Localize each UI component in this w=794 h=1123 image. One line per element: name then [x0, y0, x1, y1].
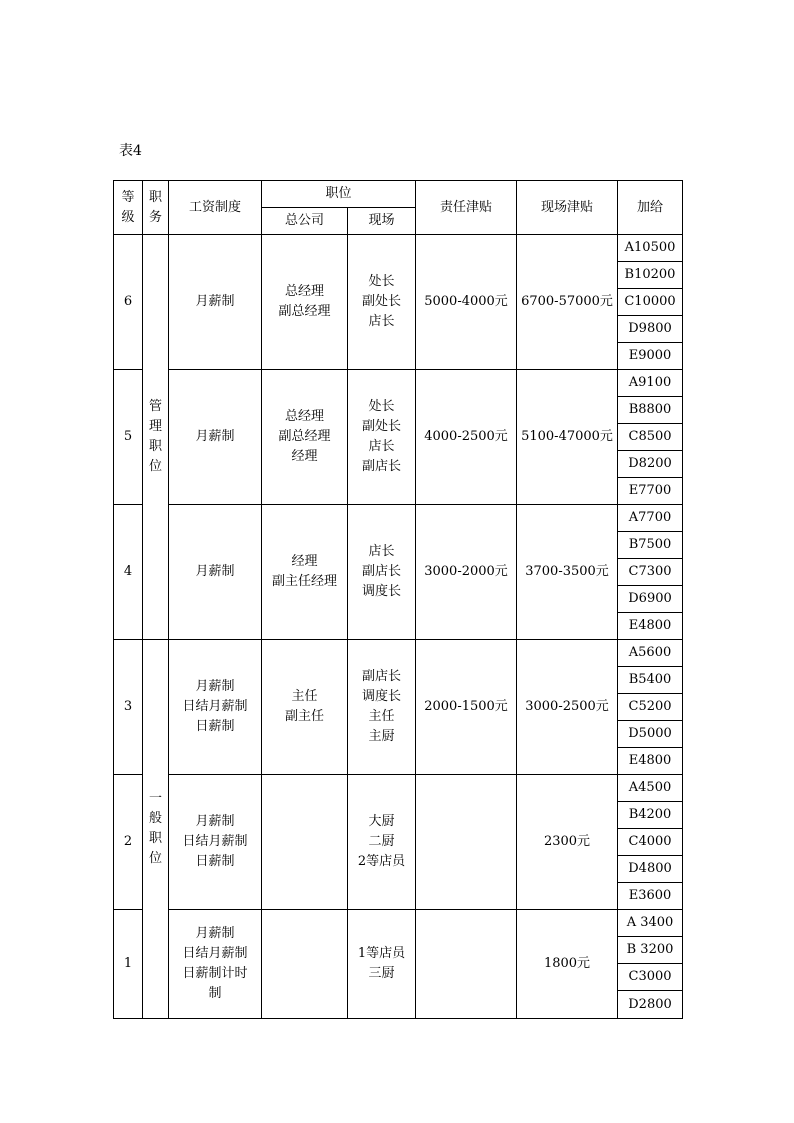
- cell-extra: C3000: [618, 964, 683, 991]
- cell-on-site: 处长 副处长 店长: [348, 235, 416, 370]
- cell-head-office: [262, 775, 348, 910]
- cell-head-office: 总经理 副总经理 经理: [262, 370, 348, 505]
- cell-extra: D6900: [618, 586, 683, 613]
- table-row: [114, 910, 683, 937]
- cell-on-site: 店长 副店长 调度长: [348, 505, 416, 640]
- cell-wage-system: 月薪制 日结月薪制 日薪制: [169, 775, 262, 910]
- cell-site-allowance: 1800元: [517, 910, 618, 1019]
- cell-extra: A9100: [618, 370, 683, 397]
- cell-extra: C5200: [618, 694, 683, 721]
- cell-on-site: 大厨 二厨 2等店员: [348, 775, 416, 910]
- header-duty: 职 务: [143, 181, 169, 235]
- cell-extra: B7500: [618, 532, 683, 559]
- cell-extra: C10000: [618, 289, 683, 316]
- cell-wage-system: 月薪制 日结月薪制 日薪制计时 制: [169, 910, 262, 1019]
- cell-responsibility-allowance: [416, 775, 517, 910]
- cell-extra: A7700: [618, 505, 683, 532]
- cell-responsibility-allowance: 4000-2500元: [416, 370, 517, 505]
- header-position: 职位: [262, 181, 416, 208]
- table-row: [114, 775, 683, 802]
- header-head-office: 总公司: [262, 208, 348, 235]
- header-on-site: 现场: [348, 208, 416, 235]
- cell-wage-system: 月薪制: [169, 370, 262, 505]
- cell-site-allowance: 2300元: [517, 775, 618, 910]
- header-extra: 加给: [618, 181, 683, 235]
- cell-extra: B10200: [618, 262, 683, 289]
- cell-extra: D2800: [618, 991, 683, 1019]
- cell-extra: B8800: [618, 397, 683, 424]
- cell-extra: A 3400: [618, 910, 683, 937]
- header-grade: 等 级: [114, 181, 143, 235]
- salary-table: [113, 180, 683, 1019]
- cell-responsibility-allowance: 3000-2000元: [416, 505, 517, 640]
- cell-extra: E7700: [618, 478, 683, 505]
- cell-extra: E9000: [618, 343, 683, 370]
- cell-extra: B 3200: [618, 937, 683, 964]
- header-site-allowance: 现场津贴: [517, 181, 618, 235]
- cell-wage-system: 月薪制: [169, 505, 262, 640]
- cell-responsibility-allowance: 5000-4000元: [416, 235, 517, 370]
- cell-grade: 6: [114, 235, 143, 370]
- cell-grade: 1: [114, 910, 143, 1019]
- cell-grade: 4: [114, 505, 143, 640]
- cell-duty-management: 管 理 职 位: [143, 235, 169, 640]
- cell-site-allowance: 3700-3500元: [517, 505, 618, 640]
- table-row: [114, 640, 683, 667]
- cell-grade: 3: [114, 640, 143, 775]
- cell-head-office: [262, 910, 348, 1019]
- cell-extra: D9800: [618, 316, 683, 343]
- cell-head-office: 主任 副主任: [262, 640, 348, 775]
- table-row: [114, 235, 683, 262]
- table-row: [114, 370, 683, 397]
- cell-head-office: 经理 副主任经理: [262, 505, 348, 640]
- cell-extra: E4800: [618, 613, 683, 640]
- cell-grade: 2: [114, 775, 143, 910]
- cell-site-allowance: 3000-2500元: [517, 640, 618, 775]
- header-wage-system: 工资制度: [169, 181, 262, 235]
- cell-on-site: 副店长 调度长 主任 主厨: [348, 640, 416, 775]
- cell-on-site: 处长 副处长 店长 副店长: [348, 370, 416, 505]
- table-row: [114, 505, 683, 532]
- cell-extra: A10500: [618, 235, 683, 262]
- cell-extra: D5000: [618, 721, 683, 748]
- cell-responsibility-allowance: 2000-1500元: [416, 640, 517, 775]
- cell-extra: B4200: [618, 802, 683, 829]
- cell-extra: E3600: [618, 883, 683, 910]
- cell-duty-general: 一 般 职 位: [143, 640, 169, 1019]
- cell-extra: C4000: [618, 829, 683, 856]
- cell-extra: E4800: [618, 748, 683, 775]
- cell-on-site: 1等店员 三厨: [348, 910, 416, 1019]
- table-caption: 表4: [119, 143, 142, 159]
- cell-wage-system: 月薪制 日结月薪制 日薪制: [169, 640, 262, 775]
- cell-grade: 5: [114, 370, 143, 505]
- cell-extra: A5600: [618, 640, 683, 667]
- cell-head-office: 总经理 副总经理: [262, 235, 348, 370]
- cell-responsibility-allowance: [416, 910, 517, 1019]
- cell-wage-system: 月薪制: [169, 235, 262, 370]
- cell-extra: A4500: [618, 775, 683, 802]
- cell-site-allowance: 6700-57000元: [517, 235, 618, 370]
- cell-extra: C7300: [618, 559, 683, 586]
- cell-extra: D4800: [618, 856, 683, 883]
- cell-extra: B5400: [618, 667, 683, 694]
- cell-extra: D8200: [618, 451, 683, 478]
- cell-extra: C8500: [618, 424, 683, 451]
- cell-site-allowance: 5100-47000元: [517, 370, 618, 505]
- header-responsibility-allowance: 责任津贴: [416, 181, 517, 235]
